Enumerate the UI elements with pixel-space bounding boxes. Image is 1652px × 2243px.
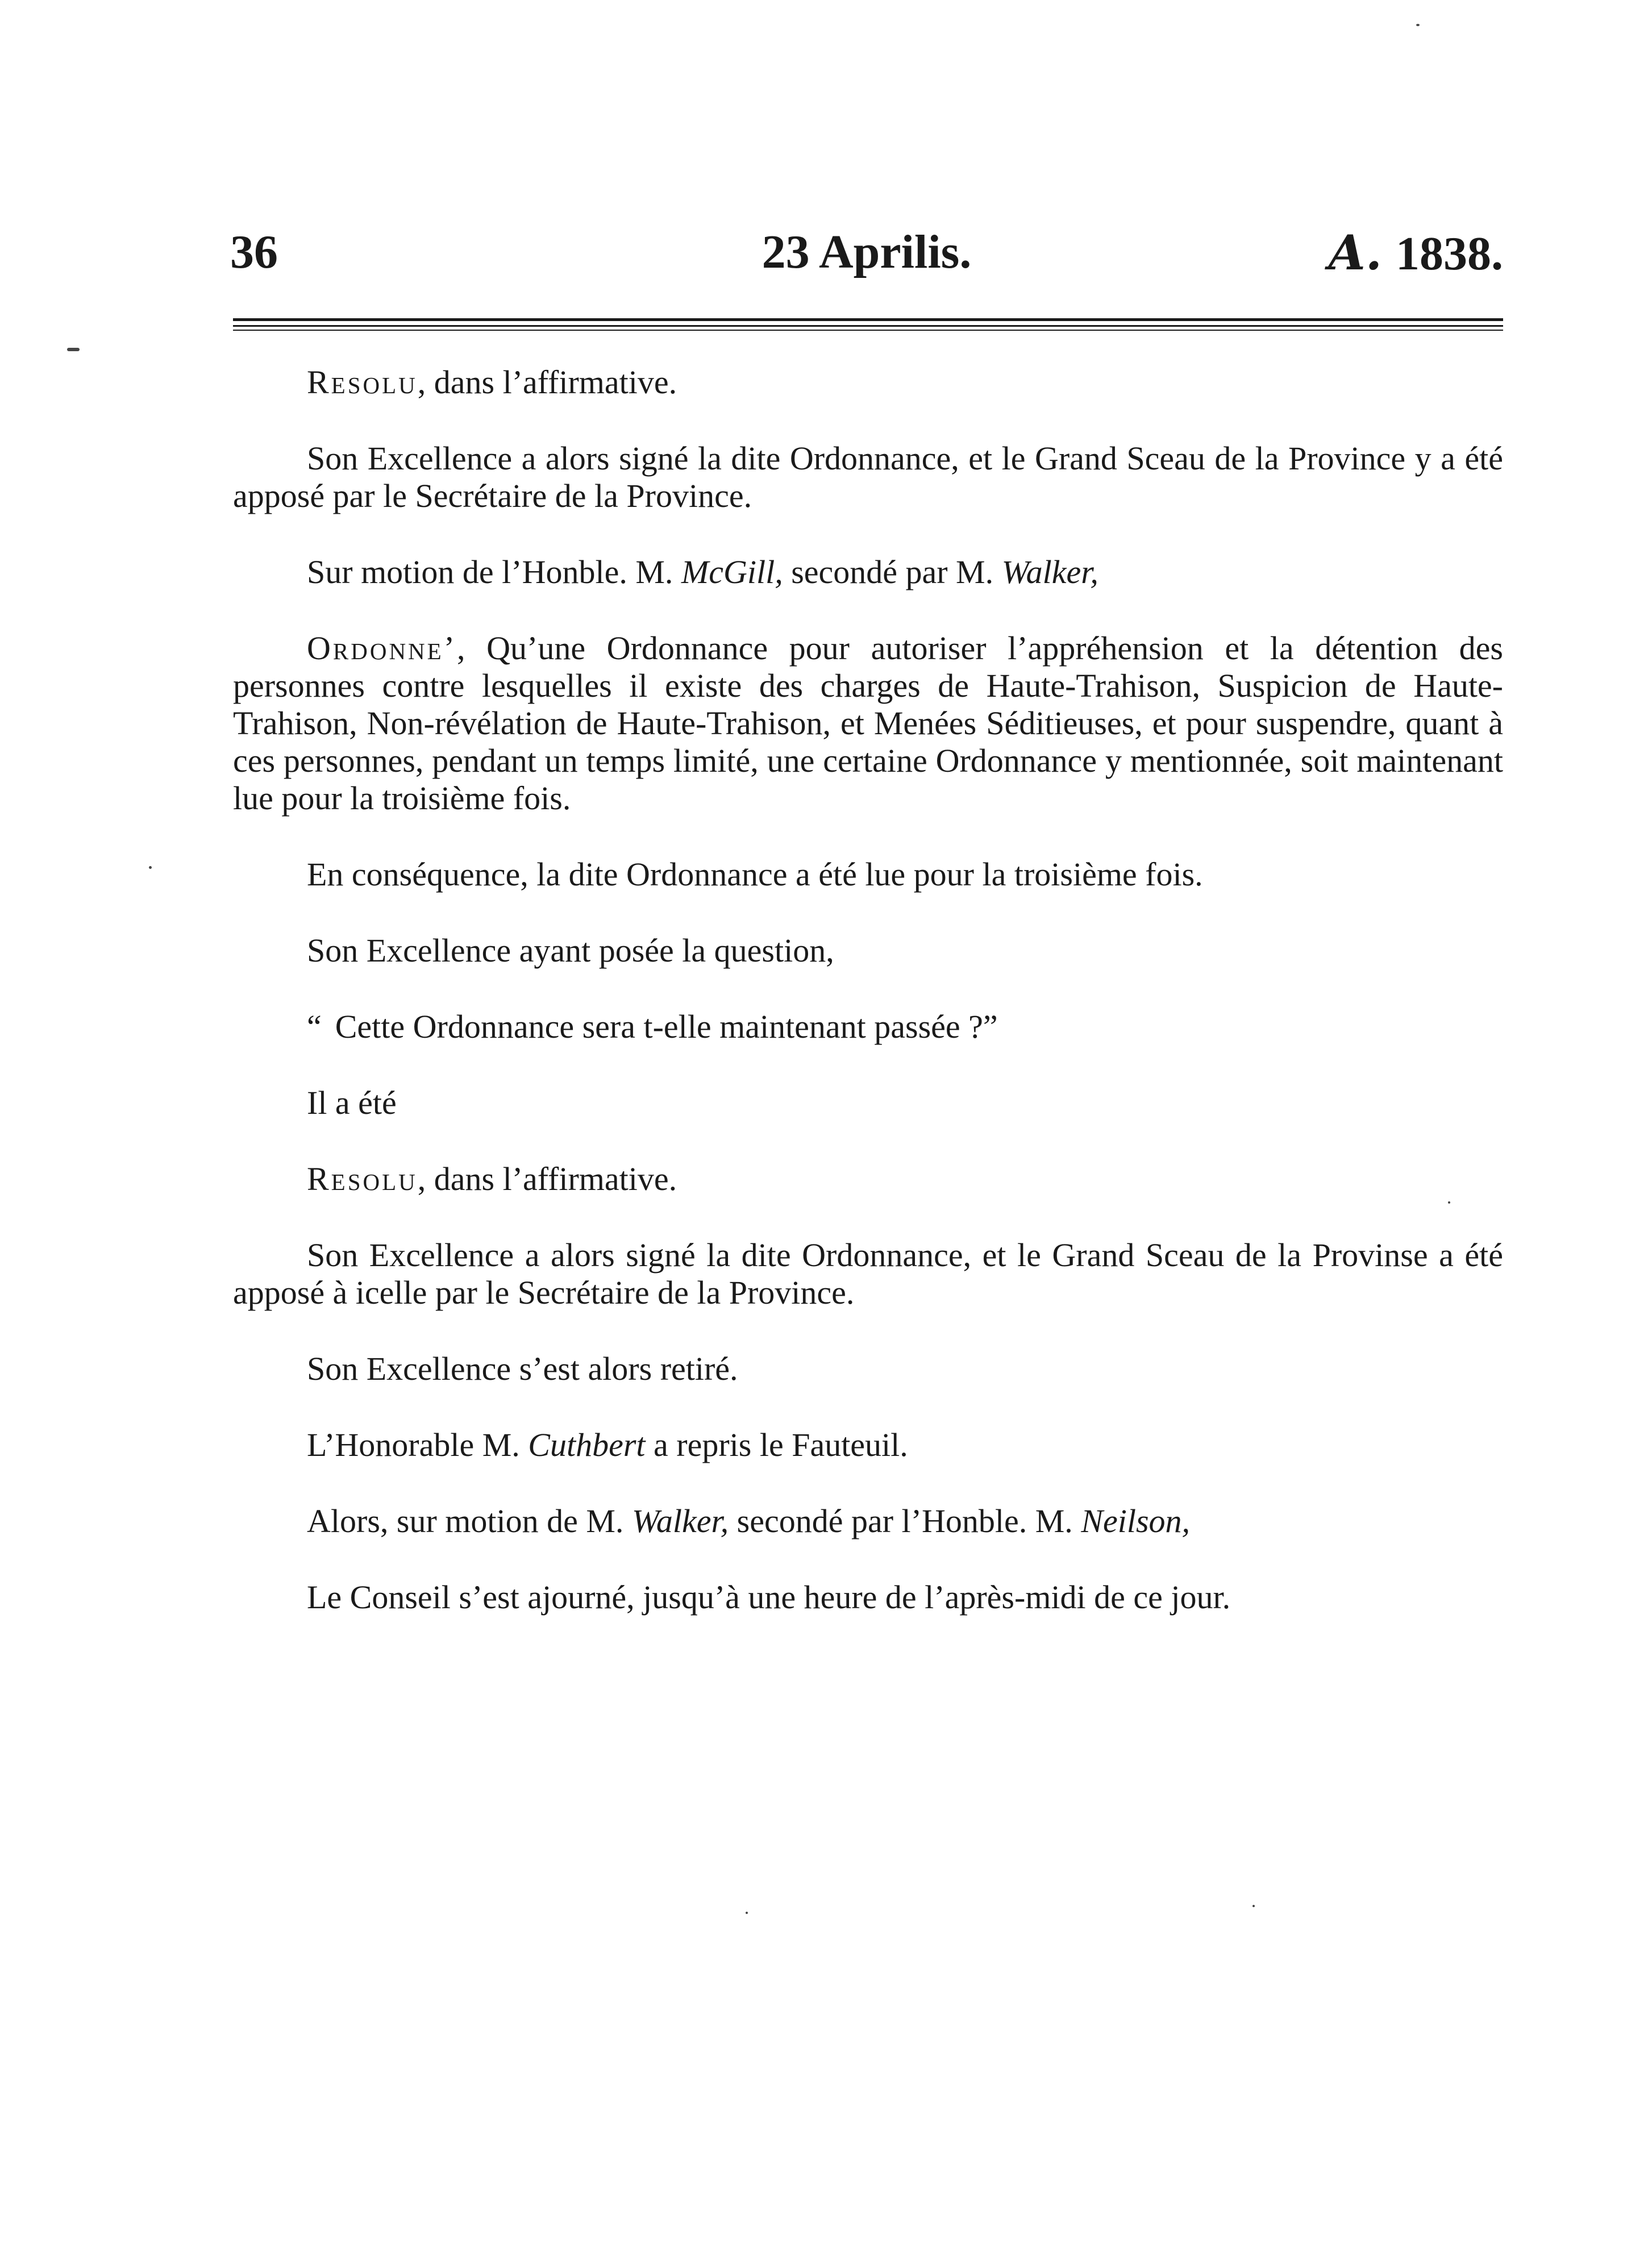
paragraph-ajourne: Le Conseil s’est ajourné, jusqu’à une heure de l’après-midi de ce jour. [307, 1579, 1231, 1616]
scan-speck [149, 866, 152, 869]
paragraph-ordonne [233, 630, 1503, 817]
chair-name: Cuthbert [528, 1426, 646, 1463]
fauteuil-text-b: a repris le Fauteuil. [645, 1426, 908, 1463]
quote-open: “ [307, 1008, 322, 1045]
paragraph-retire: Son Excellence s’est alors retiré. [307, 1350, 738, 1387]
paragraph-consequence: En conséquence, la dite Ordonnance a été lue pour la troisième fois. [307, 856, 1203, 893]
mover2-name: Walker, [631, 1503, 729, 1539]
motion2-text-a: Alors, sur motion de M. [307, 1503, 632, 1539]
paragraph-sceau-1: Son Excellence a alors signé la dite Ordonnance, et le Grand Sceau de la Province y a été apposé par le Secrétaire de la Province. [233, 440, 1503, 514]
motion2-text-b: secondé par l’Honble. M. [729, 1503, 1081, 1539]
page-number: 36 [230, 226, 278, 278]
header-date: 23 Aprilis. [761, 226, 972, 278]
resolu-text: , dans l’affirmative. [417, 364, 677, 401]
paragraph-resolu-2 [233, 1160, 1503, 1198]
header-rule-middle [233, 325, 1503, 327]
scan-speck [1416, 24, 1420, 26]
paragraph-resolu-1 [233, 364, 1503, 401]
page-header [230, 224, 1503, 287]
ordonne-text: , Qu’une Ordonnance pour autoriser l’appréhension et la détention des personnes contre lesquelles il existe des charges de Haute-Trahison, Suspicion de Haute-Trahison, Non-révélation de Haute-Trahison, et Menées Séditieuses, et pour suspendre, quant à ces personnes, pendant un temps limité, une certaine Ordonnance y mentionnée, soit maintenant lue pour la troisième fois. [233, 630, 1503, 817]
scan-speck [67, 348, 80, 351]
year-prefix: A. [1328, 224, 1382, 281]
year-value: 1838. [1396, 227, 1503, 280]
page-body [233, 364, 1503, 1616]
header-year [1329, 224, 1503, 281]
fauteuil-text-a: L’Honorable M. [307, 1426, 529, 1463]
paragraph-motion-1 [233, 554, 1503, 591]
paragraph-il-a-ete: Il a été [307, 1084, 397, 1121]
mover-name: McGill, [681, 554, 783, 590]
ordonne-label: Ordonne’ [307, 630, 457, 667]
seconder2-name: Neilson, [1081, 1503, 1191, 1539]
motion-text-b: secondé par M. [783, 554, 1002, 590]
scan-speck [746, 1912, 748, 1914]
header-rule-thick [233, 318, 1503, 321]
scan-speck [1252, 1905, 1255, 1907]
resolu-text-2: , dans l’affirmative. [417, 1160, 677, 1197]
header-rule-thin [233, 330, 1503, 331]
paragraph-sceau-2: Son Excellence a alors signé la dite Ordonnance, et le Grand Sceau de la Provinse a été apposé à icelle par le Secrétaire de la Province. [233, 1237, 1503, 1311]
resolu-label: Resolu [307, 364, 418, 401]
resolu-label-2: Resolu [307, 1160, 418, 1197]
paragraph-quote [233, 1008, 1503, 1046]
quote-text: Cette Ordonnance sera t-elle maintenant passée ?” [335, 1008, 998, 1045]
seconder-name: Walker, [1001, 554, 1098, 590]
motion-text-a: Sur motion de l’Honble. M. [307, 554, 681, 590]
paragraph-fauteuil [233, 1426, 1503, 1464]
paragraph-motion-2 [233, 1503, 1503, 1540]
scan-speck [1448, 1201, 1450, 1204]
paragraph-question: Son Excellence ayant posée la question, [307, 932, 834, 969]
